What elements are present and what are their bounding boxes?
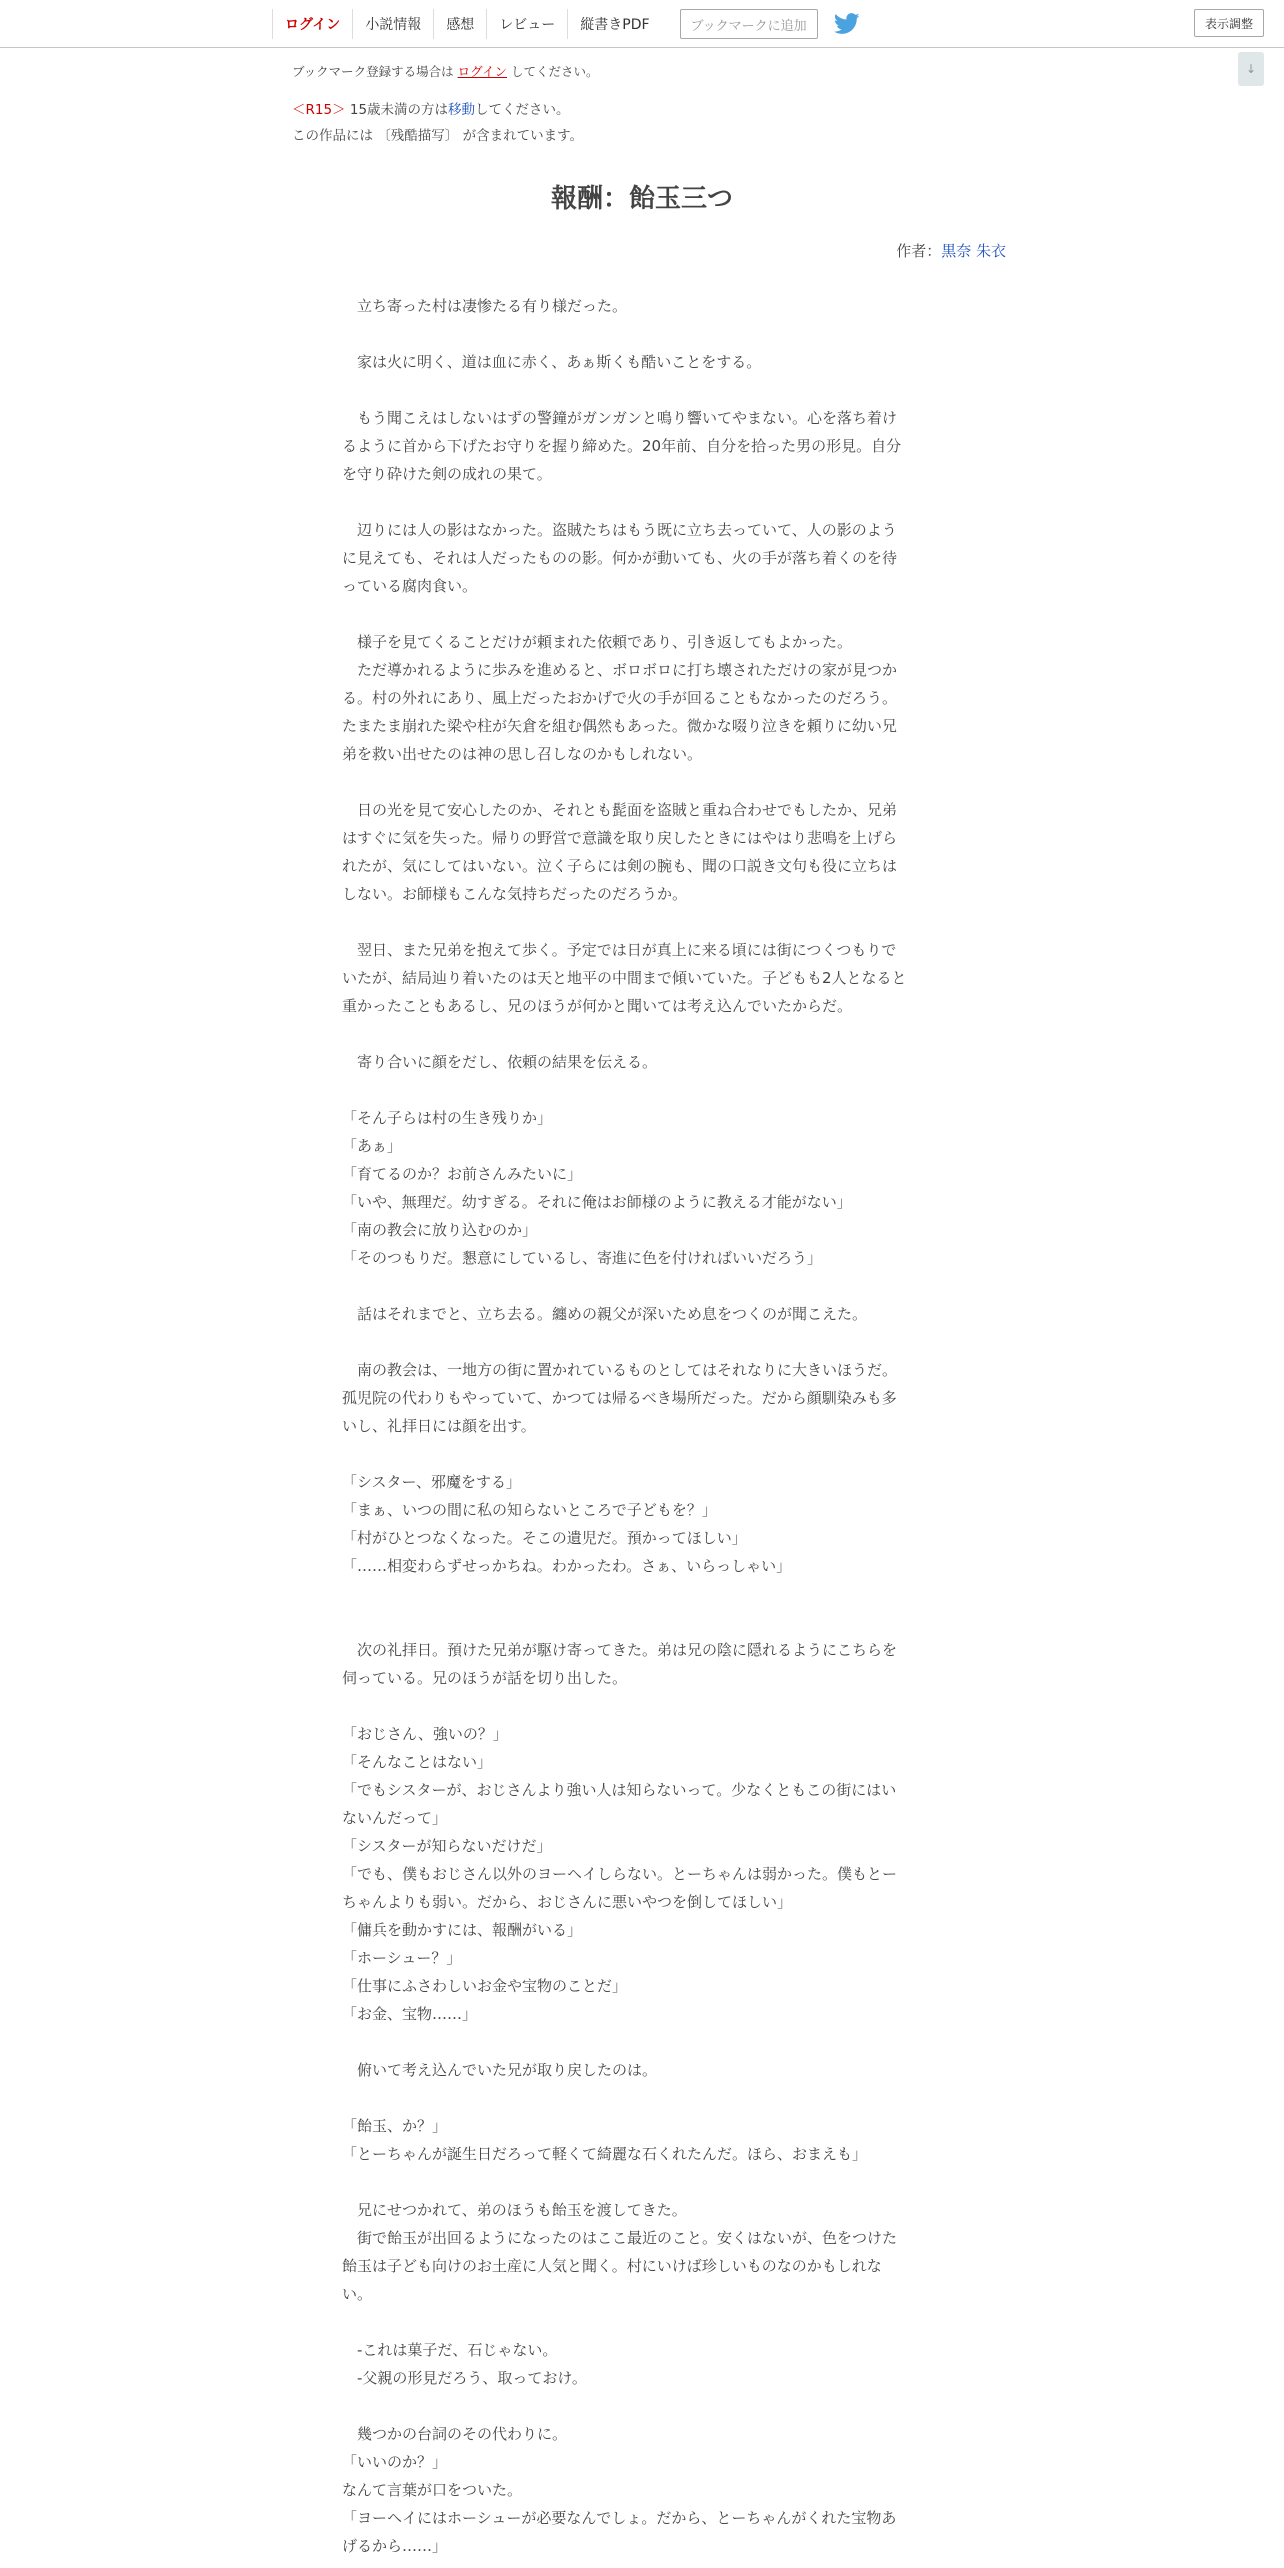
r15-tag: ＜R15＞ [292, 102, 346, 118]
text-line: 「傭兵を動かすには、報酬がいる」 [342, 1921, 583, 1939]
blank-line [342, 1328, 942, 1356]
nav-login[interactable]: ログイン [272, 9, 352, 39]
text-line: 南の教会は、一地方の街に置かれているものとしてはそれなりに大きいほうだ。 [342, 1361, 898, 1379]
text-line: ちゃんよりも弱い。だから、おじさんに悪いやつを倒してほしい」 [342, 1893, 793, 1911]
bookmark-login-notice [292, 62, 599, 80]
nav-vertical-pdf[interactable]: 縦書きPDF [567, 9, 661, 39]
text-line: げるから……」 [342, 2537, 448, 2555]
site-header [0, 0, 1284, 48]
add-bookmark-button[interactable]: ブックマークに追加 [680, 9, 818, 39]
text-line: もう聞こえはしないはずの警鐘がガンガンと鳴り響いてやまない。心を落ち着け [342, 409, 898, 427]
blank-line [342, 1076, 942, 1104]
r15-notice [292, 98, 570, 118]
blank-line [342, 1440, 942, 1468]
text-line: 「まぁ、いつの間に私の知らないところで子どもを？」 [342, 1501, 717, 1519]
blank-line [342, 1580, 942, 1608]
text-line: 「いや、無理だ。幼すぎる。それに俺はお師様のように教える才能がない」 [342, 1193, 852, 1211]
blank-line [342, 376, 942, 404]
text-line: 「ホーシュー？」 [342, 1949, 462, 1967]
nav-review[interactable]: レビュー [486, 9, 567, 39]
text-line: 幾つかの台詞のその代わりに。 [342, 2425, 568, 2443]
text-line: 「シスター、邪魔をする」 [342, 1473, 521, 1491]
blank-line [342, 1272, 942, 1300]
text-line: に見えても、それは人だったものの影。何かが動いても、火の手が落ち着くのを待 [342, 549, 898, 567]
text-line: 次の礼拝日。預けた兄弟が駆け寄ってきた。弟は兄の陰に隠れるようにこちらを [342, 1641, 898, 1659]
text-line: 重かったこともあるし、兄のほうが何かと聞いては考え込んでいたからだ。 [342, 997, 853, 1015]
text-line: 「でもシスターが、おじさんより強い人は知らないって。少なくともこの街にはい [342, 1781, 897, 1799]
text-line: 「そんなことはない」 [342, 1753, 493, 1771]
text-line: 「仕事にふさわしいお金や宝物のことだ」 [342, 1977, 628, 1995]
blank-line [342, 2084, 942, 2112]
text-line: 「ヨーヘイにはホーシューが必要なんでしょ。だから、とーちゃんがくれた宝物あ [342, 2509, 897, 2527]
blank-line [342, 2392, 942, 2420]
blank-line [342, 768, 942, 796]
text-line: れたが、気にしてはいない。泣く子らには剣の腕も、聞の口説き文句も役に立ちは [342, 857, 898, 875]
text-line: 「そのつもりだ。懇意にしているし、寄進に色を付ければいいだろう」 [342, 1249, 823, 1267]
text-line: 伺っている。兄のほうが話を切り出した。 [342, 1669, 628, 1687]
blank-line [342, 488, 942, 516]
text-line: いたが、結局辿り着いたのは天と地平の中間まで傾いていた。子どもも2人となると [342, 969, 907, 987]
text-line: る。村の外れにあり、風上だったおかげで火の手が回ることもなかったのだろう。 [342, 689, 898, 707]
text-line: 孤児院の代わりもやっていて、かつては帰るべき場所だった。だから顔馴染みも多 [342, 1389, 897, 1407]
text-line: 家は火に明く、道は血に赤く、あぁ斯くも酷いことをする。 [342, 353, 762, 371]
text-line: 「飴玉、か？」 [342, 2117, 448, 2135]
blank-line [342, 2308, 942, 2336]
text-line: 「おじさん、強いの？」 [342, 1725, 508, 1743]
scroll-down-tab[interactable]: ↓ [1238, 52, 1264, 86]
move-link[interactable]: 移動 [448, 102, 476, 118]
text-line: はすぐに気を失った。帰りの野営で意識を取り戻したときにはやはり悲鳴を上げら [342, 829, 898, 847]
text-line: たまたま崩れた梁や柱が矢倉を組む偶然もあった。微かな啜り泣きを頼りに幼い兄 [342, 717, 897, 735]
author-link[interactable]: 黒奈 朱衣 [941, 242, 1006, 260]
bookmark-notice-suffix: してください。 [511, 64, 599, 79]
content-warning: この作品には 〔残酷描写〕 が含まれています。 [292, 128, 584, 144]
blank-line [342, 1020, 942, 1048]
text-line: 辺りには人の影はなかった。盗賊たちはもう既に立ち去っていて、人の影のよう [342, 521, 897, 539]
text-line: 「村がひとつなくなった。そこの遺児だ。預かってほしい」 [342, 1529, 747, 1547]
text-line: 「いいのか？」 [342, 2453, 448, 2471]
bookmark-notice-prefix: ブックマーク登録する場合は [292, 64, 454, 79]
text-line: 日の光を見て安心したのか、それとも髭面を盗賊と重ね合わせでもしたか、兄弟 [342, 801, 898, 819]
text-line: 飴玉は子ども向けのお土産に人気と聞く。村にいけば珍しいものなのかもしれな [342, 2257, 882, 2275]
text-line: い。 [342, 2285, 373, 2303]
main-nav [272, 9, 862, 39]
twitter-bird-icon[interactable] [834, 12, 862, 36]
text-line: 兄にせつかれて、弟のほうも飴玉を渡してきた。 [342, 2201, 687, 2219]
r15-notice-suffix: してください。 [475, 102, 570, 118]
blank-line [342, 1692, 942, 1720]
text-line: -父親の形見だろう、取っておけ。 [342, 2369, 587, 2387]
nav-impressions[interactable]: 感想 [433, 9, 486, 39]
novel-title: 報酬：飴玉三つ [550, 184, 733, 214]
r15-notice-text: 15歳未満の方は [349, 102, 449, 118]
text-line: 「でも、僕もおじさん以外のヨーヘイしらない。とーちゃんは弱かった。僕もとー [342, 1865, 898, 1883]
nav-novel-info[interactable]: 小説情報 [352, 9, 433, 39]
blank-line [342, 1608, 942, 1636]
text-line: しない。お師様もこんな気持ちだったのだろうか。 [342, 885, 688, 903]
text-line: ただ導かれるように歩みを進めると、ボロボロに打ち壊されただけの家が見つか [342, 661, 898, 679]
text-line: 街で飴玉が出回るようになったのはここ最近のこと。安くはないが、色をつけた [342, 2229, 898, 2247]
text-line: るように首から下げたお守りを握り締めた。20年前、自分を拾った男の形見。自分 [342, 437, 902, 455]
login-link[interactable]: ログイン [457, 64, 508, 79]
text-line: 「育てるのか？お前さんみたいに」 [342, 1165, 583, 1183]
text-line: 「とーちゃんが誕生日だろって軽くて綺麗な石くれたんだ。ほら、おまえも」 [342, 2145, 868, 2163]
novel-body [342, 292, 942, 2560]
blank-line [342, 320, 942, 348]
text-line: 翌日、また兄弟を抱えて歩く。予定では日が真上に来る頃には街につくつもりで [342, 941, 897, 959]
author-prefix: 作者： [896, 242, 942, 260]
text-line: 俯いて考え込んでいた兄が取り戻したのは。 [342, 2061, 658, 2079]
text-line: 「南の教会に放り込むのか」 [342, 1221, 538, 1239]
display-settings-button[interactable]: 表示調整 [1194, 9, 1264, 37]
blank-line [342, 2168, 942, 2196]
author-line [896, 240, 1006, 261]
text-line: -これは菓子だ、石じゃない。 [342, 2341, 558, 2359]
text-line: っている腐肉食い。 [342, 577, 478, 595]
text-line: 「……相変わらずせっかちね。わかったわ。さぁ、いらっしゃい」 [342, 1557, 792, 1575]
text-line: いし、礼拝日には顔を出す。 [342, 1417, 536, 1435]
text-line: 立ち寄った村は凄惨たる有り様だった。 [342, 297, 628, 315]
text-line: 「お金、宝物……」 [342, 2005, 478, 2023]
text-line: 寄り合いに顔をだし、依頼の結果を伝える。 [342, 1053, 658, 1071]
blank-line [342, 2028, 942, 2056]
text-line: 弟を救い出せたのは神の思し召しなのかもしれない。 [342, 745, 703, 763]
text-line: 「あぁ」 [342, 1137, 402, 1155]
text-line: を守り砕けた剣の成れの果て。 [342, 465, 552, 483]
text-line: 様子を見てくることだけが頼まれた依頼であり、引き返してもよかった。 [342, 633, 853, 651]
blank-line [342, 908, 942, 936]
text-line: 話はそれまでと、立ち去る。纏めの親父が深いため息をつくのが聞こえた。 [342, 1305, 868, 1323]
text-line: なんて言葉が口をついた。 [342, 2481, 523, 2499]
text-line: 「シスターが知らないだけだ」 [342, 1837, 552, 1855]
text-line: ないんだって」 [342, 1809, 448, 1827]
blank-line [342, 600, 942, 628]
text-line: 「そん子らは村の生き残りか」 [342, 1109, 553, 1127]
